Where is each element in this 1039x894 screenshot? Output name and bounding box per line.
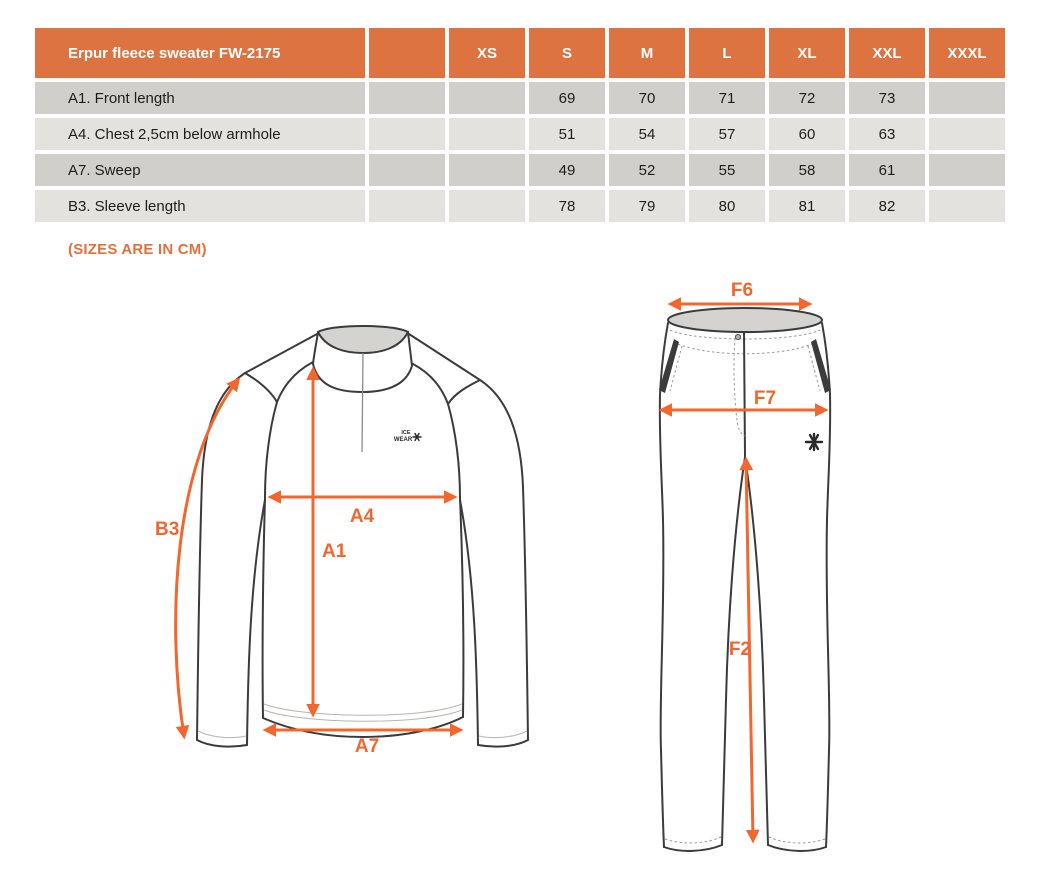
size-col-header [369, 28, 445, 78]
pants-right-hem [768, 845, 826, 851]
sweater-diagram [150, 290, 570, 770]
sweater-body-left-edge [263, 402, 277, 718]
table-row-sleeve-length [35, 190, 1005, 222]
pants-left-hem [664, 845, 722, 851]
a4-label: A4 [349, 506, 375, 527]
size-value-cell: 54 [609, 118, 685, 150]
size-col-header-l: L [689, 28, 765, 78]
size-value-cell: 51 [529, 118, 605, 150]
sweater-left-cuff [197, 740, 247, 747]
sweater-body-right-edge [448, 404, 463, 717]
sweater-right-cuff [478, 740, 528, 747]
pants-right-hem-stitch [769, 837, 825, 843]
f2-label: F2 [728, 639, 752, 660]
size-value-cell: 61 [849, 154, 925, 186]
pants-right-outer-edge [822, 323, 830, 847]
b3-sleeve-arrow [176, 380, 238, 736]
a1-label: A1 [322, 541, 347, 562]
sweater-right-yoke-seam [448, 380, 480, 404]
sweater-left-raglan-seam [277, 362, 313, 402]
size-value-cell [929, 154, 1005, 186]
size-value-cell: 78 [529, 190, 605, 222]
units-note: (SIZES ARE IN CM) [68, 241, 207, 258]
size-value-cell: 52 [609, 154, 685, 186]
f6-label: F6 [730, 280, 754, 301]
sweater-right-shoulder-seam [409, 334, 480, 380]
sweater-hem [263, 717, 463, 737]
pants-waist-opening [668, 308, 822, 332]
table-row-sweep [35, 154, 1005, 186]
size-value-cell [369, 154, 445, 186]
table-row-chest [35, 118, 1005, 150]
size-value-cell: 57 [689, 118, 765, 150]
sweater-left-sleeve-outer [197, 373, 245, 740]
size-value-cell: 58 [769, 154, 845, 186]
a7-label: A7 [354, 736, 380, 757]
size-value-cell: 80 [689, 190, 765, 222]
pants-button [735, 334, 740, 339]
logo-text-wear: WEAR [393, 437, 413, 443]
product-title: Erpur fleece sweater FW-2175 [35, 28, 365, 78]
pants-diagram [630, 280, 880, 880]
size-value-cell: 55 [689, 154, 765, 186]
snowflake-icon [413, 434, 421, 441]
size-value-cell: 79 [609, 190, 685, 222]
size-value-cell: 82 [849, 190, 925, 222]
sweater-hem-stitch [264, 704, 462, 715]
sweater-right-sleeve-outer [480, 380, 528, 740]
size-value-cell [449, 154, 525, 186]
snowflake-icon [806, 434, 822, 450]
sweater-left-cuff-stitch [198, 731, 246, 738]
size-value-cell [449, 82, 525, 114]
size-col-header-xxl: XXL [849, 28, 925, 78]
size-value-cell: 71 [689, 82, 765, 114]
size-value-cell [449, 190, 525, 222]
pants-left-outer-edge [660, 323, 668, 847]
size-value-cell: 70 [609, 82, 685, 114]
pants-left-hem-stitch [665, 837, 721, 843]
sweater-zipper-line [362, 353, 363, 452]
size-value-cell: 81 [769, 190, 845, 222]
size-value-cell [929, 190, 1005, 222]
logo-text-ice: ICE [401, 430, 411, 436]
size-value-cell [369, 82, 445, 114]
size-table [31, 24, 1009, 226]
size-value-cell [369, 190, 445, 222]
size-value-cell [369, 118, 445, 150]
sweater-collar-opening [318, 326, 408, 353]
size-value-cell: 72 [769, 82, 845, 114]
size-value-cell [929, 118, 1005, 150]
size-value-cell [449, 118, 525, 150]
measure-label-cell: B3. Sleeve length [35, 190, 365, 222]
size-value-cell: 60 [769, 118, 845, 150]
size-value-cell: 73 [849, 82, 925, 114]
size-value-cell: 63 [849, 118, 925, 150]
size-col-header-xs: XS [449, 28, 525, 78]
sweater-right-raglan-seam [413, 364, 448, 404]
table-row-front-length [35, 82, 1005, 114]
size-col-header-xxxl: XXXL [929, 28, 1005, 78]
sweater-left-yoke-seam [245, 373, 277, 402]
size-value-cell: 69 [529, 82, 605, 114]
b3-label: B3 [155, 519, 180, 540]
size-value-cell: 49 [529, 154, 605, 186]
size-value-cell [929, 82, 1005, 114]
size-col-header-m: M [609, 28, 685, 78]
pants-fly-center-line [744, 332, 745, 456]
icewear-logo [394, 430, 421, 443]
table-header-row [35, 28, 1005, 78]
measure-label-cell: A1. Front length [35, 82, 365, 114]
measure-label-cell: A7. Sweep [35, 154, 365, 186]
sweater-right-cuff-stitch [479, 731, 527, 738]
size-col-header-s: S [529, 28, 605, 78]
measure-label-cell: A4. Chest 2,5cm below armhole [35, 118, 365, 150]
f7-label: F7 [753, 388, 777, 409]
size-col-header-xl: XL [769, 28, 845, 78]
